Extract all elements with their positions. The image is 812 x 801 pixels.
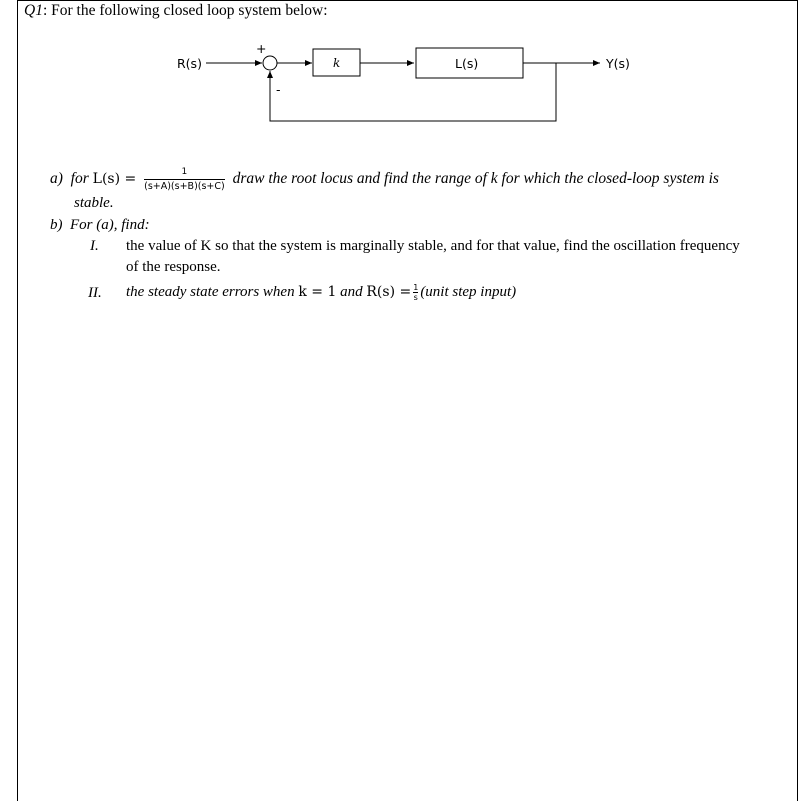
summing-junction	[263, 56, 277, 70]
item-2-and: and	[340, 283, 363, 300]
transfer-function-fraction	[144, 167, 225, 192]
part-a-lhs: L(s) =	[92, 171, 137, 188]
part-b	[50, 217, 150, 234]
block-diagram	[0, 0, 812, 160]
part-a-for: for	[70, 170, 89, 188]
fraction-denominator: (s+A)(s+B)(s+C)	[144, 181, 225, 192]
minus-sign: -	[276, 82, 281, 97]
item-1-line2: of the response.	[126, 259, 221, 275]
step-fraction-numerator: 1	[413, 283, 419, 292]
item-1-numeral: I.	[90, 238, 99, 254]
k-block-label: k	[333, 56, 341, 70]
l-block-label: L(s)	[455, 56, 479, 71]
step-fraction	[413, 283, 418, 302]
part-a	[50, 167, 719, 192]
part-a-text: draw the root locus and find the range of k for which the closed-loop system is	[232, 170, 719, 188]
item-2-numeral: II.	[88, 285, 102, 301]
question-label-suffix: :	[42, 2, 48, 19]
output-label: Y(s)	[606, 56, 630, 71]
part-b-prefix: b)	[50, 217, 63, 233]
part-a-continuation: stable.	[74, 195, 114, 211]
item-2-before: the steady state errors when	[126, 283, 295, 300]
question-text: For the following closed loop system below:	[51, 2, 328, 19]
fraction-numerator: 1	[144, 167, 225, 180]
item-2-math-k: k = 1	[298, 283, 337, 300]
part-a-prefix: a)	[50, 170, 63, 188]
plus-sign: +	[256, 41, 267, 56]
item-2-after: (unit step input)	[420, 283, 517, 300]
item-2-math-r: R(s) =	[366, 283, 412, 300]
question-label: Q1	[24, 2, 43, 19]
item-2-text	[126, 283, 516, 302]
part-b-text: For (a), find:	[70, 217, 150, 233]
input-label: R(s)	[177, 56, 202, 71]
item-1-line1: the value of K so that the system is marginally stable, and for that value, find the oscillation frequency	[126, 238, 740, 254]
step-fraction-denominator: s	[413, 293, 418, 302]
